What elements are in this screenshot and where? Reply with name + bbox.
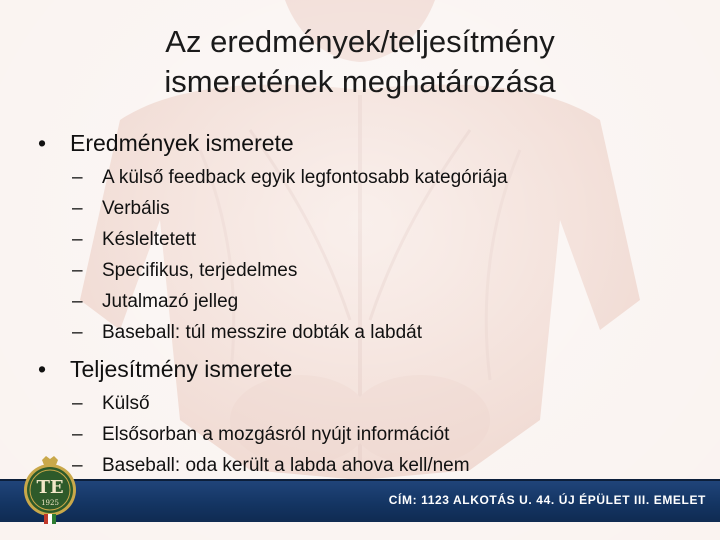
list-item-text: Jutalmazó jelleg	[102, 291, 239, 312]
list-item-text: Specifikus, terjedelmes	[102, 260, 298, 281]
list-item-text: Elsősorban a mozgásról nyújt információt	[102, 424, 450, 445]
footer-address: CÍM: 1123 ALKOTÁS U. 44. ÚJ ÉPÜLET III. EMELET	[388, 493, 706, 507]
dash-icon: –	[72, 167, 83, 188]
list-item-text: Verbális	[102, 198, 170, 219]
performance-sublist	[38, 388, 698, 481]
list-item-text: Késleltetett	[102, 229, 196, 250]
seal-year: 1925	[41, 499, 59, 507]
slide-content	[38, 128, 698, 487]
section-heading-results	[38, 128, 698, 158]
seal-monogram: TE	[36, 477, 64, 498]
list-item	[38, 224, 698, 255]
dash-icon: –	[72, 260, 83, 281]
list-item	[38, 162, 698, 193]
title-line-1: Az eredmények/teljesítmény	[165, 24, 555, 59]
dash-icon: –	[72, 291, 83, 312]
list-item	[38, 317, 698, 348]
footer-bar	[0, 479, 720, 522]
section-heading-text: Teljesítmény ismerete	[70, 356, 293, 382]
university-seal-logo	[22, 456, 78, 526]
slide-title	[60, 22, 660, 102]
section-heading-performance	[38, 354, 698, 384]
results-sublist	[38, 162, 698, 348]
dash-icon: –	[72, 229, 83, 250]
list-item	[38, 419, 698, 450]
list-item-text: Baseball: túl messzire dobták a labdát	[102, 322, 423, 343]
list-item	[38, 286, 698, 317]
title-line-2: ismeretének meghatározása	[164, 64, 556, 99]
list-item-text: Baseball: oda került a labda ahova kell/nem	[102, 455, 470, 476]
dash-icon: –	[72, 322, 83, 343]
list-item	[38, 450, 698, 481]
dash-icon: –	[72, 424, 83, 445]
list-item-text: Külső	[102, 393, 150, 414]
list-item	[38, 193, 698, 224]
bullet-icon: •	[38, 130, 47, 156]
list-item	[38, 255, 698, 286]
list-item-text: A külső feedback egyik legfontosabb kategóriája	[102, 167, 508, 188]
list-item	[38, 388, 698, 419]
dash-icon: –	[72, 393, 83, 414]
dash-icon: –	[72, 455, 83, 476]
bullet-icon: •	[38, 356, 47, 382]
section-heading-text: Eredmények ismerete	[70, 130, 294, 156]
dash-icon: –	[72, 198, 83, 219]
